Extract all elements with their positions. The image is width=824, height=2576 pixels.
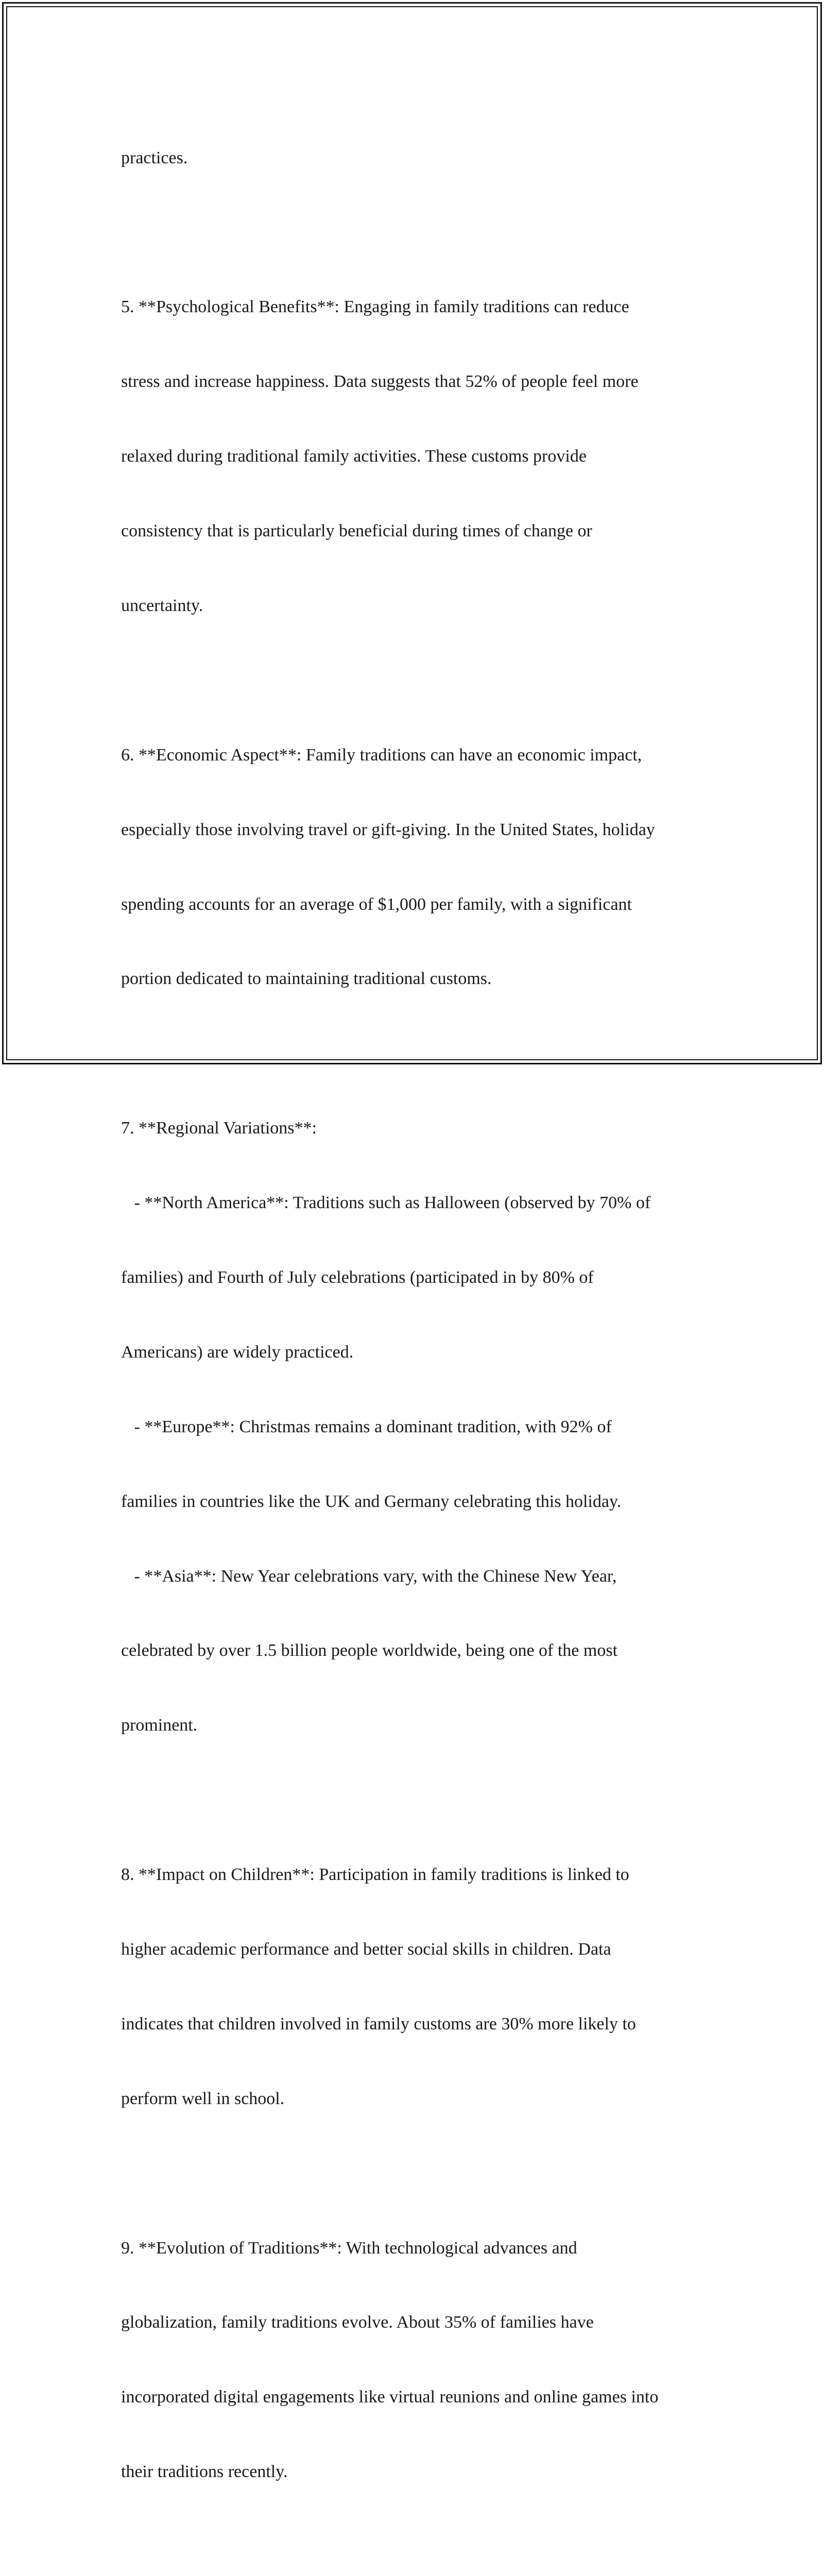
- text-line: relaxed during traditional family activities. These customs provide: [121, 447, 587, 466]
- paragraph-impact-on-children: [121, 1812, 703, 2161]
- paragraph-evolution-of-traditions: [121, 2186, 703, 2534]
- text-line: - **Europe**: Christmas remains a dominant tradition, with 92% of: [121, 1417, 612, 1436]
- document-body: [121, 96, 703, 2576]
- text-line: their traditions recently.: [121, 2462, 288, 2482]
- text-line: - **North America**: Traditions such as Halloween (observed by 70% of: [121, 1193, 651, 1213]
- paragraph-continuation: [121, 96, 703, 220]
- text-line: portion dedicated to maintaining traditional customs.: [121, 969, 492, 989]
- text-line: indicates that children involved in family customs are 30% more likely to: [121, 2014, 636, 2033]
- text-line: especially those involving travel or gift-giving. In the United States, holiday: [121, 820, 655, 839]
- text-line: spending accounts for an average of $1,000 per family, with a significant: [121, 894, 632, 914]
- text-line: 8. **Impact on Children**: Participation in family traditions is linked to: [121, 1865, 629, 1885]
- text-line: practices.: [121, 148, 188, 167]
- text-line: perform well in school.: [121, 2089, 285, 2108]
- paragraph-economic-aspect: [121, 693, 703, 1041]
- text-line: families) and Fourth of July celebrations (participated in by 80% of: [121, 1267, 594, 1287]
- text-line: celebrated by over 1.5 billion people worldwide, being one of the most: [121, 1641, 618, 1660]
- paragraph-challenges-to-traditions: [121, 2559, 703, 2576]
- paragraph-psychological-benefits: [121, 245, 703, 668]
- text-line: 7. **Regional Variations**:: [121, 1118, 317, 1138]
- text-line: stress and increase happiness. Data suggests that 52% of people feel more: [121, 372, 639, 392]
- text-line: consistency that is particularly beneficial during times of change or: [121, 521, 592, 541]
- text-line: 6. **Economic Aspect**: Family traditions can have an economic impact,: [121, 745, 642, 765]
- text-line: prominent.: [121, 1716, 198, 1735]
- text-line: 9. **Evolution of Traditions**: With technological advances and: [121, 2238, 577, 2258]
- text-line: 5. **Psychological Benefits**: Engaging in family traditions can reduce: [121, 297, 629, 317]
- text-line: Americans) are widely practiced.: [121, 1342, 354, 1362]
- text-line: uncertainty.: [121, 596, 203, 615]
- text-line: incorporated digital engagements like virtual reunions and online games into: [121, 2387, 659, 2407]
- text-line: higher academic performance and better social skills in children. Data: [121, 1939, 611, 1959]
- paragraph-regional-variations: [121, 1066, 703, 1788]
- text-line: families in countries like the UK and Germany celebrating this holiday.: [121, 1492, 622, 1511]
- text-line: - **Asia**: New Year celebrations vary, with the Chinese New Year,: [121, 1566, 617, 1586]
- text-line: globalization, family traditions evolve. About 35% of families have: [121, 2313, 594, 2332]
